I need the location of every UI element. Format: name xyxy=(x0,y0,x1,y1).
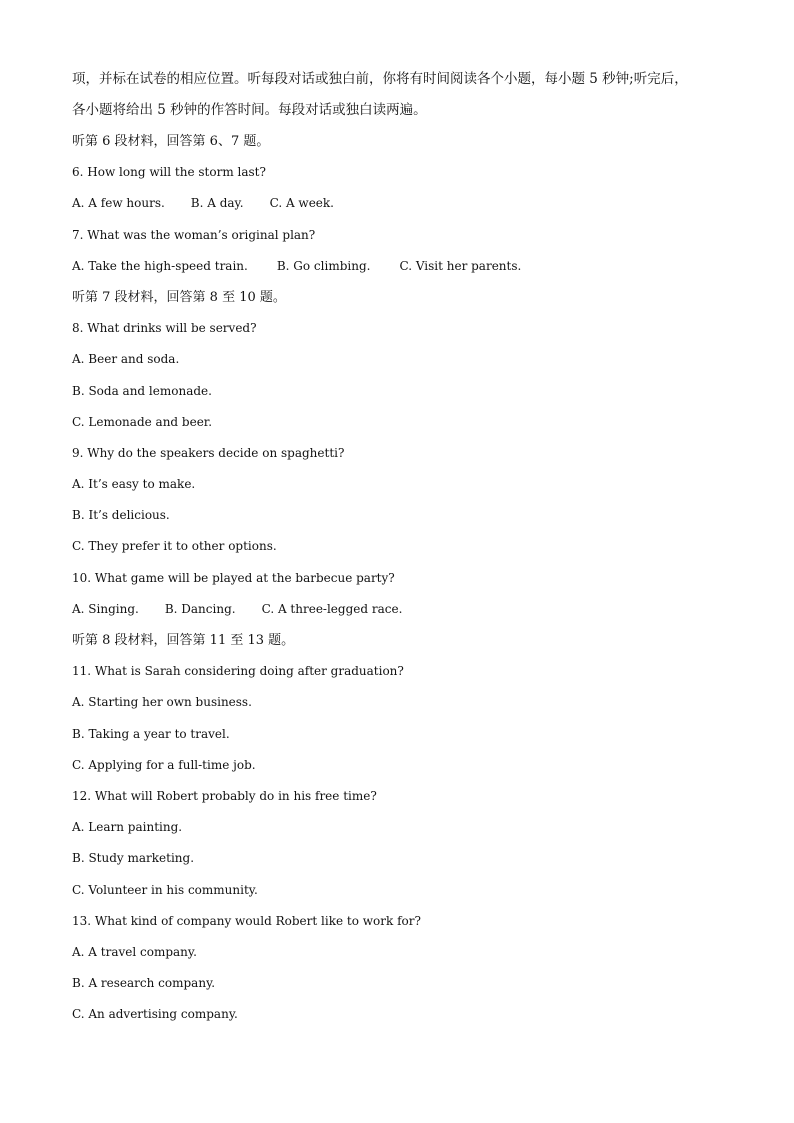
question-8 xyxy=(72,313,732,438)
section-material-6 xyxy=(72,126,732,282)
option-b[interactable]: B. Taking a year to travel. xyxy=(72,726,230,741)
instructions-line-1: 项，并标在试卷的相应位置。听每段对话或独白前，你将有时间阅读各个小题，每小题 5 秒钟;听完后， xyxy=(72,71,688,87)
option-c[interactable]: C. A three-legged race. xyxy=(261,601,403,616)
option-b[interactable]: B. Go climbing. xyxy=(276,258,371,273)
question-6 xyxy=(72,157,732,219)
option-a[interactable]: A. A travel company. xyxy=(72,944,197,959)
option-a[interactable]: A. Learn painting. xyxy=(72,820,183,835)
question-7 xyxy=(72,220,732,282)
options-row xyxy=(72,188,732,219)
section-heading: 听第 7 段材料，回答第 8 至 10 题。 xyxy=(72,289,286,305)
question-text: 8. What drinks will be served? xyxy=(72,321,257,336)
option-c[interactable]: C. An advertising company. xyxy=(72,1007,238,1022)
section-heading: 听第 8 段材料，回答第 11 至 13 题。 xyxy=(72,633,295,648)
option-c[interactable]: C. Visit her parents. xyxy=(399,258,522,273)
option-b[interactable]: B. A research company. xyxy=(72,976,216,991)
section-material-8 xyxy=(72,625,732,1030)
question-text: 12. What will Robert probably do in his free time? xyxy=(72,788,377,803)
option-a[interactable]: A. Singing. xyxy=(72,601,139,616)
question-11 xyxy=(72,656,732,781)
question-text: 9. Why do the speakers decide on spaghetti? xyxy=(72,445,345,460)
option-b[interactable]: B. Soda and lemonade. xyxy=(72,383,212,398)
option-a[interactable]: A. It’s easy to make. xyxy=(72,477,196,492)
option-c[interactable]: C. Lemonade and beer. xyxy=(72,414,213,429)
options-row xyxy=(72,251,732,282)
option-a[interactable]: A. A few hours. xyxy=(72,196,165,211)
option-c[interactable]: C. Volunteer in his community. xyxy=(72,882,258,897)
instructions-paragraph xyxy=(72,64,732,126)
option-c[interactable]: C. A week. xyxy=(269,196,334,211)
question-text: 10. What game will be played at the barbecue party? xyxy=(72,570,395,585)
question-text: 7. What was the woman’s original plan? xyxy=(72,227,316,242)
section-heading: 听第 6 段材料，回答第 6、7 题。 xyxy=(72,134,270,149)
question-9 xyxy=(72,438,732,563)
option-b[interactable]: B. It’s delicious. xyxy=(72,508,170,523)
option-a[interactable]: A. Beer and soda. xyxy=(72,352,180,367)
option-b[interactable]: B. Study marketing. xyxy=(72,851,195,866)
question-text: 11. What is Sarah considering doing after graduation? xyxy=(72,664,404,679)
option-c[interactable]: C. Applying for a full-time job. xyxy=(72,757,256,772)
option-c[interactable]: C. They prefer it to other options. xyxy=(72,539,277,554)
option-b[interactable]: B. A day. xyxy=(190,196,244,211)
section-material-7 xyxy=(72,282,732,625)
options-row xyxy=(72,594,732,625)
question-10 xyxy=(72,563,732,625)
question-12 xyxy=(72,781,732,906)
instructions-line-2: 各小题将给出 5 秒钟的作答时间。每段对话或独白读两遍。 xyxy=(72,102,427,118)
option-a[interactable]: A. Starting her own business. xyxy=(72,695,252,710)
question-13 xyxy=(72,906,732,1031)
option-a[interactable]: A. Take the high-speed train. xyxy=(72,258,248,273)
question-text: 6. How long will the storm last? xyxy=(72,165,266,180)
option-b[interactable]: B. Dancing. xyxy=(164,601,236,616)
question-text: 13. What kind of company would Robert like to work for? xyxy=(72,913,421,928)
exam-page xyxy=(72,64,732,1030)
